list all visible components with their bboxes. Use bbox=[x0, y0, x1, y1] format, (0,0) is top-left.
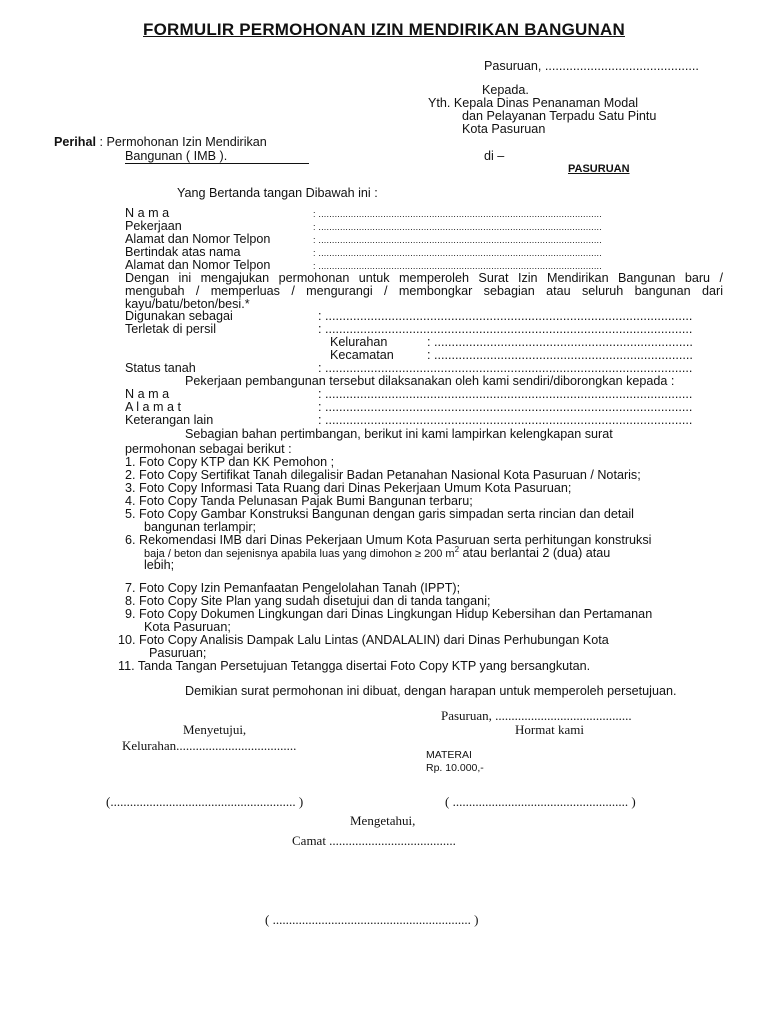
field-label-pekerjaan: Pekerjaan bbox=[125, 219, 182, 233]
camat-label: Camat ....................................... bbox=[292, 833, 456, 848]
list-item-text-part: atau berlantai 2 (dua) atau bbox=[459, 546, 611, 560]
mengetahui-label: Mengetahui, bbox=[350, 813, 416, 828]
list-item bbox=[125, 494, 473, 508]
list-item-num: 7. bbox=[125, 581, 136, 595]
kecamatan-label: Kecamatan bbox=[330, 348, 394, 362]
field-value-bertindak: : ......................................................................................................... bbox=[313, 248, 602, 258]
list-item-num: 8. bbox=[125, 594, 136, 608]
superscript: 2 bbox=[454, 545, 460, 554]
contractor-ket-label: Keterangan lain bbox=[125, 413, 214, 427]
contractor-alamat-value: : ......................................................................................................... bbox=[318, 400, 693, 414]
terletak-label: Terletak di persil bbox=[125, 322, 216, 336]
list-item bbox=[125, 455, 334, 469]
contractor-ket-value: : ......................................................................................................... bbox=[318, 413, 693, 427]
perihal-line-2: Bangunan ( IMB ). bbox=[125, 149, 228, 163]
field-value-alamat-telpon: : ......................................................................................................... bbox=[313, 235, 602, 245]
list-item-num: 1. bbox=[125, 455, 136, 469]
status-tanah-value: : ......................................................................................................... bbox=[318, 361, 693, 375]
kelurahan-value: : .......................................................................... bbox=[427, 335, 693, 349]
list-item-text: Foto Copy Izin Pemanfaatan Pengelolahan Tanah (IPPT); bbox=[139, 581, 461, 595]
kelurahan-sign-label: Kelurahan..................................... bbox=[122, 738, 297, 753]
list-item-text: Foto Copy Sertifikat Tanah dilegalisir Badan Petanahan Nasional Kota Pasuruan / Notaris; bbox=[139, 468, 641, 482]
attachments-intro-2: permohonan sebagai berikut : bbox=[125, 442, 292, 456]
field-label-bertindak: Bertindak atas nama bbox=[125, 245, 241, 259]
contractor-nama-value: : ......................................................................................................... bbox=[318, 387, 693, 401]
kepada-label: Kepada. bbox=[482, 83, 529, 97]
perihal-label: Perihal bbox=[54, 135, 96, 149]
field-value-nama: : ......................................................................................................... bbox=[313, 209, 602, 219]
recipient-line-3: Kota Pasuruan bbox=[462, 122, 546, 136]
recipient-line-1: Yth. Kepala Dinas Penanaman Modal bbox=[428, 96, 639, 110]
list-item bbox=[125, 481, 571, 495]
list-item-text: Foto Copy Informasi Tata Ruang dari Dinas Pekerjaan Umum Kota Pasuruan; bbox=[139, 481, 572, 495]
list-item-num: 9. bbox=[125, 607, 136, 621]
form-title: FORMULIR PERMOHONAN IZIN MENDIRIKAN BANGUNAN bbox=[143, 20, 625, 39]
list-item-text-cont: Pasuruan; bbox=[149, 646, 207, 660]
request-para-line-3: kayu/batu/beton/besi.* bbox=[125, 297, 250, 311]
signature-right: ( ...................................................... ) bbox=[445, 794, 636, 809]
list-item bbox=[125, 607, 652, 621]
applicant-intro: Yang Bertanda tangan Dibawah ini : bbox=[177, 186, 378, 200]
field-label-nama: N a m a bbox=[125, 206, 170, 220]
list-item bbox=[125, 507, 634, 521]
list-item-text-cont bbox=[144, 546, 610, 561]
list-item-text-cont: bangunan terlampir; bbox=[144, 520, 257, 534]
request-para-line-1: Dengan ini mengajukan permohonan untuk memperoleh Surat Izin Mendirikan Bangunan baru / bbox=[125, 271, 723, 285]
list-item-text: Tanda Tangan Persetujuan Tetangga disertai Foto Copy KTP yang bersangkutan. bbox=[137, 659, 591, 673]
list-item bbox=[125, 581, 460, 595]
contractor-nama-label: N a m a bbox=[125, 387, 170, 401]
list-item-num: 2. bbox=[125, 468, 136, 482]
list-item-num: 4. bbox=[125, 494, 136, 508]
field-label-alamat-telpon-2: Alamat dan Nomor Telpon bbox=[125, 258, 271, 272]
recipient-line-2: dan Pelayanan Terpadu Satu Pintu bbox=[462, 109, 657, 123]
digunakan-label: Digunakan sebagai bbox=[125, 309, 233, 323]
kelurahan-label: Kelurahan bbox=[330, 335, 388, 349]
list-item-text: Foto Copy Gambar Konstruksi Bangunan dengan garis simpadan serta rincian dan detail bbox=[139, 507, 634, 521]
list-item-text: Foto Copy KTP dan KK Pemohon ; bbox=[139, 455, 335, 469]
signature-bottom: ( ............................................................. ) bbox=[265, 912, 479, 927]
list-item-num: 10. bbox=[118, 633, 136, 647]
list-item bbox=[118, 659, 590, 673]
perihal-row bbox=[54, 135, 267, 149]
di-label: di – bbox=[484, 149, 505, 163]
materai-label: MATERAI bbox=[426, 749, 472, 761]
list-item bbox=[125, 594, 491, 608]
kecamatan-value: : .......................................................................... bbox=[427, 348, 693, 362]
terletak-value: : ......................................................................................................... bbox=[318, 322, 693, 336]
field-value-pekerjaan: : ......................................................................................................... bbox=[313, 222, 602, 232]
list-item-text: Foto Copy Site Plan yang sudah disetujui dan di tanda tangani; bbox=[139, 594, 491, 608]
signature-left: (......................................................... ) bbox=[106, 794, 304, 809]
request-para-line-2: mengubah / memperluas / mengurangi / membongkar sebagian atau seluruh bangunan dari bbox=[125, 284, 723, 298]
list-item bbox=[125, 533, 651, 547]
field-value-alamat-telpon-2: : ......................................................................................................... bbox=[313, 261, 602, 271]
closing-place-date: Pasuruan, .......................................... bbox=[441, 708, 632, 723]
list-item-text-cont: Kota Pasuruan; bbox=[144, 620, 231, 634]
list-item-num: 11. bbox=[118, 659, 135, 673]
list-item-num: 3. bbox=[125, 481, 136, 495]
list-item bbox=[125, 468, 641, 482]
list-item-text-part: baja / beton dan sejenisnya apabila luas yang dimohon ≥ 200 m bbox=[144, 548, 455, 560]
contractor-alamat-label: A l a m a t bbox=[125, 400, 181, 414]
hormat-kami-label: Hormat kami bbox=[515, 722, 584, 737]
menyetujui-label: Menyetujui, bbox=[183, 722, 247, 737]
header-place-date: Pasuruan, ............................................ bbox=[484, 59, 699, 73]
list-item-text: Foto Copy Dokumen Lingkungan dari Dinas Lingkungan Hidup Kebersihan dan Pertamanan bbox=[139, 607, 653, 621]
list-item-text-cont: lebih; bbox=[144, 558, 175, 572]
list-item-num: 6. bbox=[125, 533, 136, 547]
perihal-underline bbox=[125, 163, 309, 164]
list-item bbox=[118, 633, 609, 647]
perihal-line-1: : Permohonan Izin Mendirikan bbox=[99, 135, 267, 149]
list-item-num: 5. bbox=[125, 507, 136, 521]
contractor-intro: Pekerjaan pembangunan tersebut dilaksanakan oleh kami sendiri/diborongkan kepada : bbox=[185, 374, 675, 388]
list-item-text: Rekomendasi IMB dari Dinas Pekerjaan Umum Kota Pasuruan serta perhitungan konstruksi bbox=[139, 533, 652, 547]
list-item-text: Foto Copy Tanda Pelunasan Pajak Bumi Bangunan terbaru; bbox=[139, 494, 473, 508]
attachments-intro-1: Sebagian bahan pertimbangan, berikut ini kami lampirkan kelengkapan surat bbox=[185, 427, 613, 441]
list-item-text: Foto Copy Analisis Dampak Lalu Lintas (ANDALALIN) dari Dinas Perhubungan Kota bbox=[139, 633, 609, 647]
field-label-alamat-telpon: Alamat dan Nomor Telpon bbox=[125, 232, 271, 246]
status-tanah-label: Status tanah bbox=[125, 361, 196, 375]
city-label: PASURUAN bbox=[568, 163, 630, 175]
materai-value: Rp. 10.000,- bbox=[426, 762, 484, 774]
closing-statement: Demikian surat permohonan ini dibuat, dengan harapan untuk memperoleh persetujuan. bbox=[185, 684, 677, 698]
digunakan-value: : ......................................................................................................... bbox=[318, 309, 693, 323]
